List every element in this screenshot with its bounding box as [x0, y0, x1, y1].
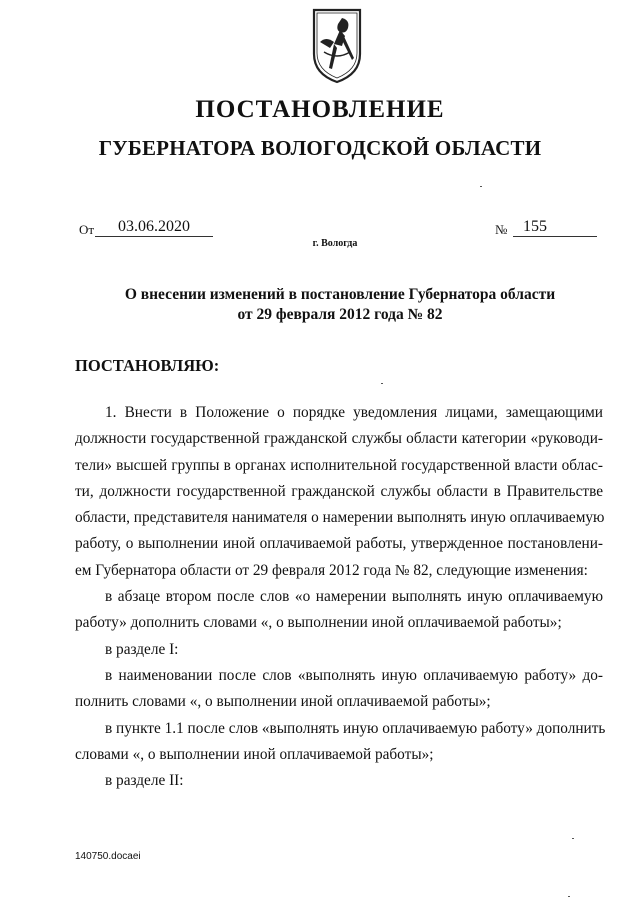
body-line: в разделе II:: [105, 772, 184, 790]
body-line: в наименовании после слов «выполнять иную оплачиваемую работу» до-: [105, 666, 603, 684]
document-subject: [100, 285, 580, 325]
scan-speck: [381, 383, 383, 384]
document-date: 03.06.2020: [95, 218, 213, 237]
body-line: в пункте 1.1 после слов «выполнять иную оплачиваемую работу» дополнить: [105, 719, 606, 737]
document-title: ПОСТАНОВЛЕНИЕ: [195, 96, 445, 123]
scan-speck: [572, 838, 574, 839]
body-line: ем Губернатора области от 29 февраля 2012 года № 82, следующие изменения:: [75, 561, 588, 579]
body-line: работу» дополнить словами «, о выполнении иной оплачиваемой работы»;: [75, 614, 562, 632]
decree-heading: ПОСТАНОВЛЯЮ:: [75, 356, 220, 375]
body-line: ти, должности государственной гражданской службы области в Правительстве: [75, 482, 603, 500]
document-subtitle: ГУБЕРНАТОРА ВОЛОГОДСКОЙ ОБЛАСТИ: [98, 136, 542, 160]
body-line: словами «, о выполнении иной оплачиваемой работы»;: [75, 745, 434, 763]
body-line: в разделе I:: [105, 640, 179, 658]
subject-line: О внесении изменений в постановление Губернатора области: [124, 286, 556, 303]
number-prefix: №: [495, 222, 508, 237]
file-reference: 140750.docaei: [75, 851, 141, 862]
document-number: 155: [513, 218, 597, 237]
scan-speck: [480, 186, 482, 187]
body-line: работу, о выполнении иной оплачиваемой работы, утвержденное постановлени-: [75, 535, 603, 553]
date-prefix: От: [79, 222, 95, 237]
document-city: г. Вологда: [312, 238, 358, 249]
body-line: 1. Внести в Положение о порядке уведомления лицами, замещающими: [105, 404, 603, 421]
body-line: тели» высшей группы в органах исполнительной государственной власти облас-: [75, 456, 603, 474]
body-line: области, представителя нанимателя о намерении выполнять иную оплачиваемую: [75, 509, 605, 527]
body-line: в абзаце втором после слов «о намерении выполнять иную оплачиваемую: [105, 588, 603, 606]
subject-line: от 29 февраля 2012 года № 82: [237, 306, 443, 323]
body-line: полнить словами «, о выполнении иной оплачиваемой работы»;: [75, 693, 491, 711]
body-line: должности государственной гражданской службы области категории «руководи-: [75, 430, 603, 448]
vologda-coat-of-arms-icon: [312, 8, 362, 84]
document-body: [75, 400, 606, 794]
scan-speck: [568, 896, 570, 897]
